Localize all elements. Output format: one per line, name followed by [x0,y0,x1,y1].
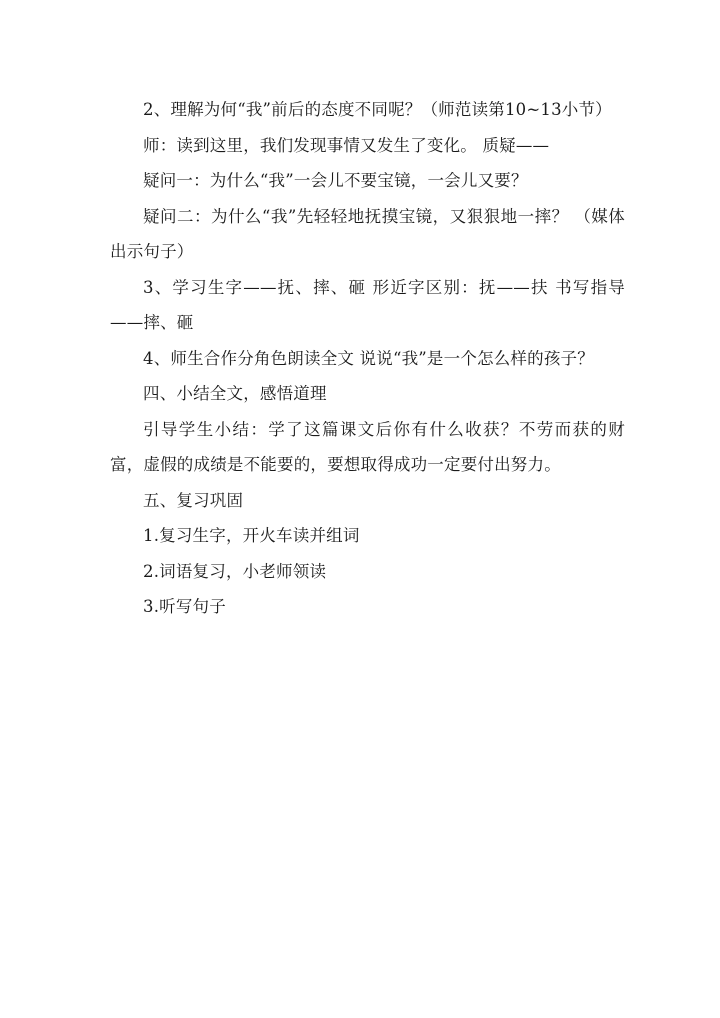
paragraph-new-characters: 3、学习生字——抚、摔、砸 形近字区别：抚——扶 书写指导——摔、砸 [110,277,625,332]
document-body [110,92,625,625]
section-heading-summary: 四、小结全文，感悟道理 [143,384,327,403]
paragraph-role-reading: 4、师生合作分角色朗读全文 说说“我”是一个怎么样的孩子？ [143,348,594,368]
paragraph-teacher-note: 师：读到这里，我们发现事情又发生了变化。 质疑—— [143,135,550,155]
paragraph-summary: 引导学生小结：学了这篇课文后你有什么收获？不劳而获的财富，虚假的成绩是不能要的，要想取得成功一定要付出努力。 [110,419,625,474]
list-item-review-2: 2.词语复习，小老师领读 [143,561,327,581]
section-heading-review: 五、复习巩固 [143,490,244,510]
paragraph-doubt-2: 疑问二：为什么“我”先轻轻地抚摸宝镜，又狠狠地一摔？ （媒体出示句子） [110,206,625,261]
paragraph-doubt-1: 疑问一：为什么“我”一会儿不要宝镜，一会儿又要？ [143,171,528,190]
list-item-review-3: 3.听写句子 [143,597,226,616]
paragraph-question-2: 2、理解为何“我”前后的态度不同呢？（师范读第10~13小节） [143,100,612,119]
list-item-review-1: 1.复习生字，开火车读并组词 [143,526,360,545]
